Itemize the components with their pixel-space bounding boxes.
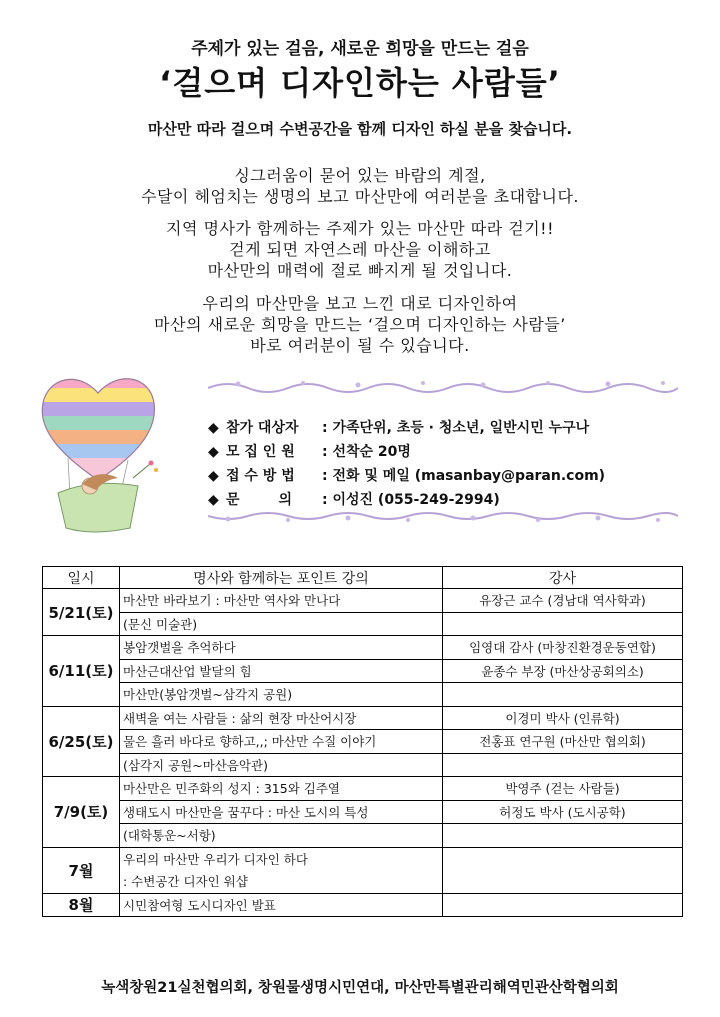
speaker-cell: 임영대 감사 (마창진환경운동연합) [443,636,683,660]
speaker-cell: 허정도 박사 (도시공학) [443,800,683,824]
intro-line: 마산의 새로운 희망을 만드는 ‘걸으며 디자인하는 사람들’ [154,315,566,334]
info-row [208,488,605,512]
subtitle: 마산만 따라 걸으며 수변공간을 함께 디자인 하실 분을 찾습니다. [147,120,573,138]
lecture-cell: 새벽을 여는 사람들 : 삶의 현장 마산어시장 [120,706,443,730]
intro-line: 바로 여러분이 될 수 있습니다. [250,336,470,355]
column-header-lecture: 명사와 함께하는 포인트 강의 [120,567,443,589]
diamond-bullet-icon: ◆ [208,444,219,460]
info-value: : 이성진 (055-249-2994) [322,492,500,508]
table-row [43,612,683,636]
intro-line: 걷게 되면 자연스레 마산을 이해하고 [229,240,491,259]
table-row [43,800,683,824]
speaker-cell [443,824,683,848]
info-row [208,440,605,464]
speaker-cell: 박영주 (걷는 사람들) [443,777,683,801]
speaker-cell [443,893,683,917]
diamond-bullet-icon: ◆ [208,492,219,508]
participation-info [208,416,605,512]
date-cell: 7월 [43,847,120,893]
table-row [43,753,683,777]
info-row [208,464,605,488]
intro-line: 싱그러움이 묻어 있는 바람의 계절, [234,166,486,185]
speaker-cell [443,612,683,636]
lecture-cell: 마산만 바라보기 : 마산만 역사와 만나다 [120,589,443,613]
table-row [43,893,683,917]
info-label: 참가 대상자 [226,420,299,436]
table-row [43,847,683,870]
table-header-row [43,567,683,589]
speaker-cell: 유장근 교수 (경남대 역사학과) [443,589,683,613]
date-cell: 7/9(토) [43,777,120,848]
table-row [43,706,683,730]
date-cell: 8월 [43,893,120,917]
info-label: 접 수 방 법 [226,468,295,484]
table-row [43,824,683,848]
column-header-date: 일시 [43,567,120,589]
date-cell: 6/11(토) [43,636,120,707]
intro-paragraph-2 [0,218,720,281]
speaker-cell: 전홍표 연구원 (마산만 협의회) [443,730,683,754]
page-title: ‘걸으며 디자인하는 사람들’ [159,64,561,102]
speaker-cell: 윤종수 부장 (마산상공회의소) [443,659,683,683]
table-row [43,659,683,683]
schedule-table [42,566,683,917]
speaker-cell [443,847,683,893]
lecture-cell: 시민참여형 도시디자인 발표 [120,893,443,917]
lecture-cell: 마산만은 민주화의 성지 : 315와 김주열 [120,777,443,801]
column-header-speaker: 강사 [443,567,683,589]
lecture-cell: 물은 흘러 바다로 향하고,,; 마산만 수질 이야기 [120,730,443,754]
info-value: : 가족단위, 초등 · 청소년, 일반시민 누구나 [322,420,590,436]
organizers-footer: 녹색창원21실천협의회, 창원물생명시민연대, 마산만특별관리해역민관산학협의회 [101,980,619,996]
speaker-cell: 이경미 박사 (인류학) [443,706,683,730]
lecture-cell: 우리의 마산만 우리가 디자인 하다 [120,847,443,870]
info-label: 모 집 인 원 [226,444,295,460]
intro-line: 지역 명사가 함께하는 주제가 있는 마산만 따라 걷기!! [165,219,554,238]
date-cell: 5/21(토) [43,589,120,636]
diamond-bullet-icon: ◆ [208,420,219,436]
diamond-bullet-icon: ◆ [208,468,219,484]
table-row [43,683,683,707]
table-row [43,730,683,754]
intro-paragraph-3 [0,293,720,356]
lecture-cell: (삼각지 공원~마산음악관) [120,753,443,777]
date-cell: 6/25(토) [43,706,120,777]
vine-divider-top [208,378,678,394]
heart-balloon-illustration [38,368,188,538]
speaker-cell [443,753,683,777]
table-row [43,636,683,660]
intro-line: 우리의 마산만을 보고 느낀 대로 디자인하여 [202,294,518,313]
lecture-cell: 마산근대산업 발달의 힘 [120,659,443,683]
info-value: : 선착순 20명 [322,444,411,460]
lecture-cell: 봉암갯벌을 추억하다 [120,636,443,660]
tagline: 주제가 있는 걸음, 새로운 희망을 만드는 걸음 [191,39,529,59]
table-row [43,777,683,801]
intro-line: 수달이 헤엄치는 생명의 보고 마산만에 여러분을 초대합니다. [140,187,579,206]
info-label: 문 의 [226,492,293,508]
speaker-cell [443,683,683,707]
lecture-cell: (문신 미술관) [120,612,443,636]
lecture-cell: 마산만(봉암갯벌~삼각지 공원) [120,683,443,707]
table-row [43,589,683,613]
lecture-cell: (대학통운~서항) [120,824,443,848]
lecture-cell: : 수변공간 디자인 워샵 [120,870,443,893]
info-value: : 전화 및 메일 (masanbay@paran.com) [322,468,606,484]
info-row [208,416,605,440]
intro-line: 마산만의 매력에 절로 빠지게 될 것입니다. [207,261,513,280]
intro-paragraph-1 [0,165,720,207]
lecture-cell: 생태도시 마산만을 꿈꾸다 : 마산 도시의 특성 [120,800,443,824]
